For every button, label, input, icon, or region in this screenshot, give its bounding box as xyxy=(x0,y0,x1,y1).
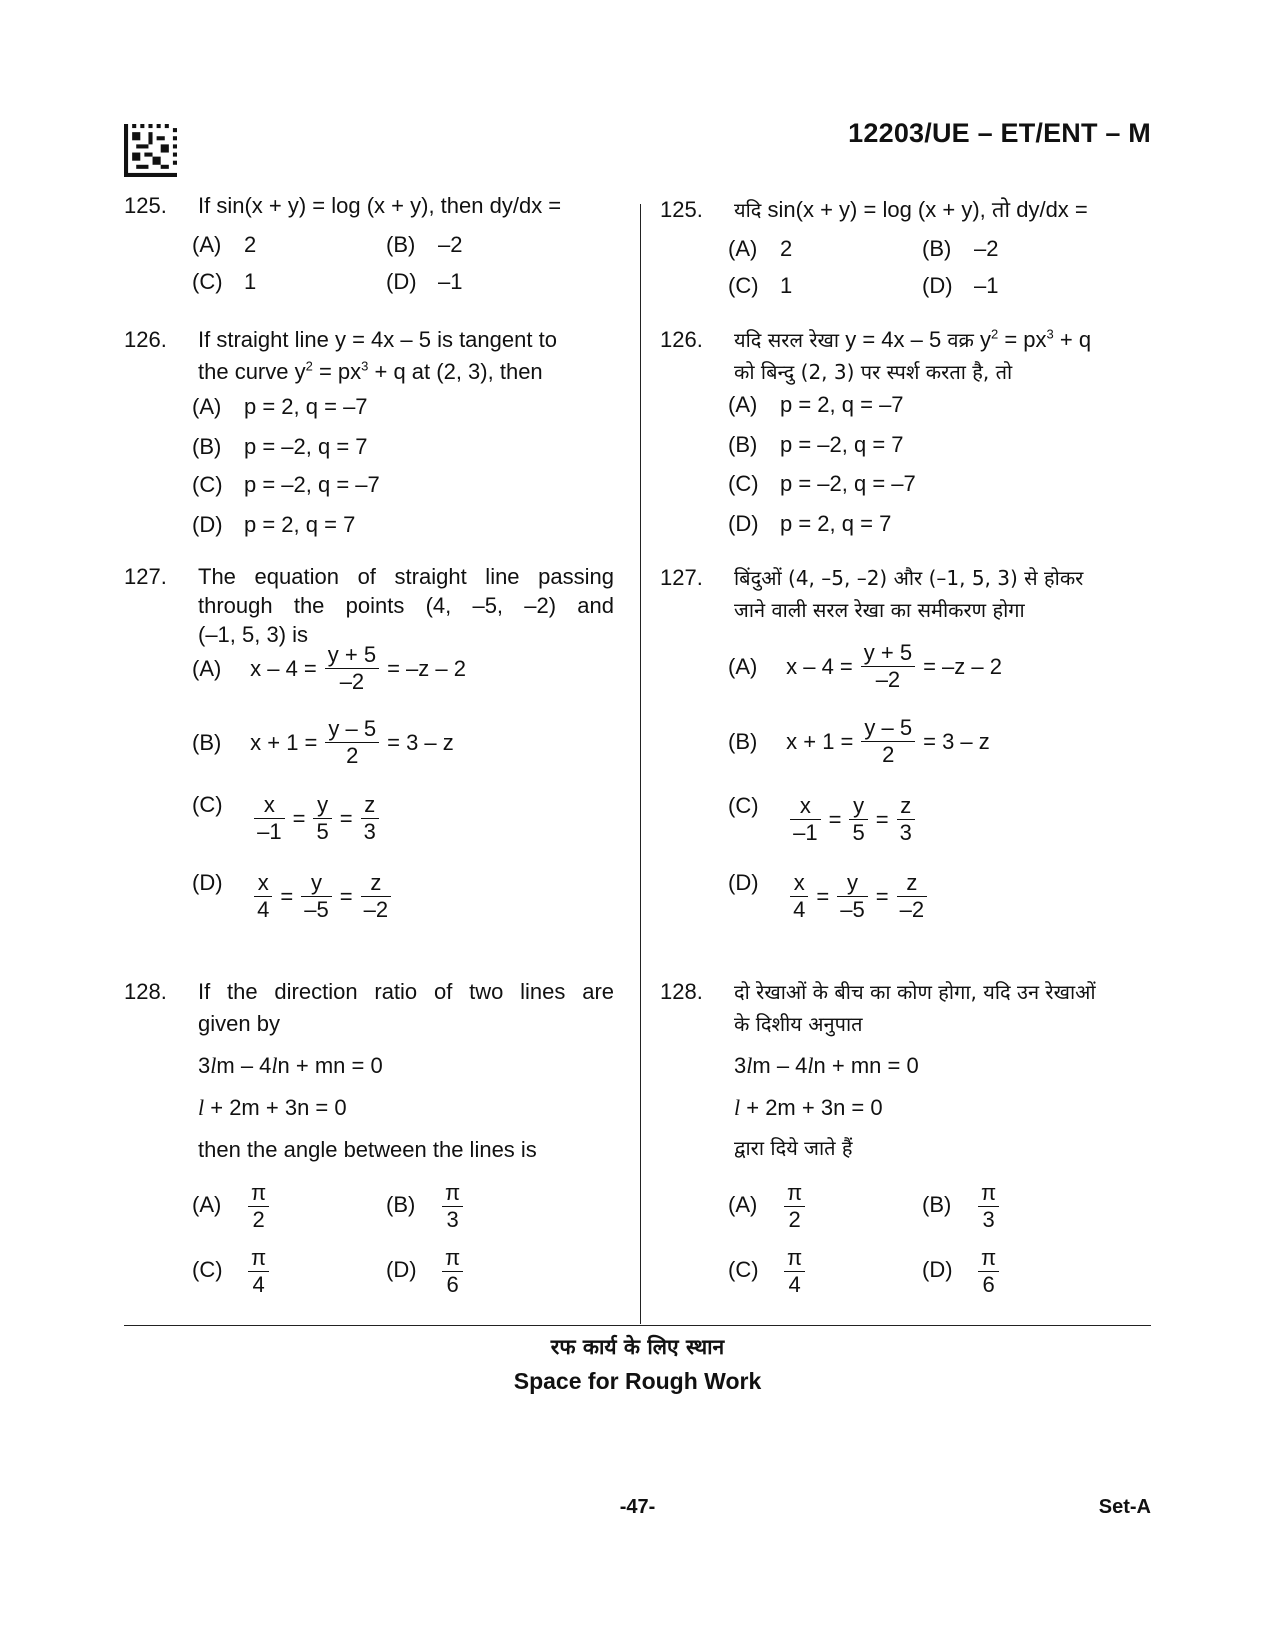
paper-code: 12203/UE – ET/ENT – M xyxy=(848,118,1151,148)
page-number: -47- xyxy=(619,1496,656,1518)
option-b: (B) $\frac{\pi}{3}$ xyxy=(922,1180,1003,1233)
option-b: (B) $\frac{\pi}{3}$ xyxy=(386,1180,467,1233)
option-a: (A) 2 xyxy=(728,236,793,261)
option-d: (D) –1 xyxy=(922,273,999,298)
option-c: (C) p = –2, q = –7 xyxy=(192,472,380,497)
set-label: Set-A xyxy=(1098,1496,1151,1518)
option-c: (C) 1 xyxy=(192,269,257,294)
option-d: (D) $\frac{x}{4}$ = $\frac{y}{-5}$ = $\frac{z}{-2}$ xyxy=(728,868,931,923)
option-a: (A) $\frac{\pi}{2}$ xyxy=(728,1180,809,1233)
option-c: (C) $\frac{\pi}{4}$ xyxy=(728,1245,809,1298)
option-a: (A) x – 4 = $\frac{y + 5}{-2}$ = –z – 2 xyxy=(192,642,466,694)
option-b: (B) p = –2, q = 7 xyxy=(192,434,368,459)
option-d: (D) p = 2, q = 7 xyxy=(728,511,892,536)
option-a: (A) x – 4 = $\frac{y + 5}{-2}$ = –z – 2 xyxy=(728,640,1002,692)
option-a: (A) p = 2, q = –7 xyxy=(728,392,904,417)
option-c: (C) $\frac{x}{-1}$ = $\frac{y}{5}$ = $\frac{z}{3}$ xyxy=(192,790,383,845)
option-d: (D) $\frac{x}{4}$ = $\frac{y}{-5}$ = $\frac{z}{-2}$ xyxy=(192,868,395,923)
option-b: (B) x + 1 = $\frac{y - 5}{2}$ = 3 – z xyxy=(728,715,990,767)
option-c: (C) p = –2, q = –7 xyxy=(728,471,916,496)
qr-code xyxy=(124,124,177,177)
rough-work-divider xyxy=(124,1325,1151,1326)
rough-work-label: Space for Rough Work xyxy=(513,1368,762,1394)
option-c: (C) 1 xyxy=(728,273,793,298)
column-divider xyxy=(640,204,641,1324)
option-b: (B) –2 xyxy=(386,232,463,257)
rough-work-label-hindi: रफ कार्य के लिए स्थान xyxy=(550,1335,725,1359)
option-c: (C) $\frac{\pi}{4}$ xyxy=(192,1245,273,1298)
option-b: (B) p = –2, q = 7 xyxy=(728,432,904,457)
option-d: (D) $\frac{\pi}{6}$ xyxy=(922,1245,1003,1298)
option-a: (A) p = 2, q = –7 xyxy=(192,394,368,419)
option-b: (B) x + 1 = $\frac{y - 5}{2}$ = 3 – z xyxy=(192,716,454,768)
option-c: (C) $\frac{x}{-1}$ = $\frac{y}{5}$ = $\frac{z}{3}$ xyxy=(728,791,919,846)
option-a: (A) 2 xyxy=(192,232,257,257)
option-b: (B) –2 xyxy=(922,236,999,261)
option-d: (D) –1 xyxy=(386,269,463,294)
option-d: (D) p = 2, q = 7 xyxy=(192,512,356,537)
option-a: (A) $\frac{\pi}{2}$ xyxy=(192,1180,273,1233)
option-d: (D) $\frac{\pi}{6}$ xyxy=(386,1245,467,1298)
